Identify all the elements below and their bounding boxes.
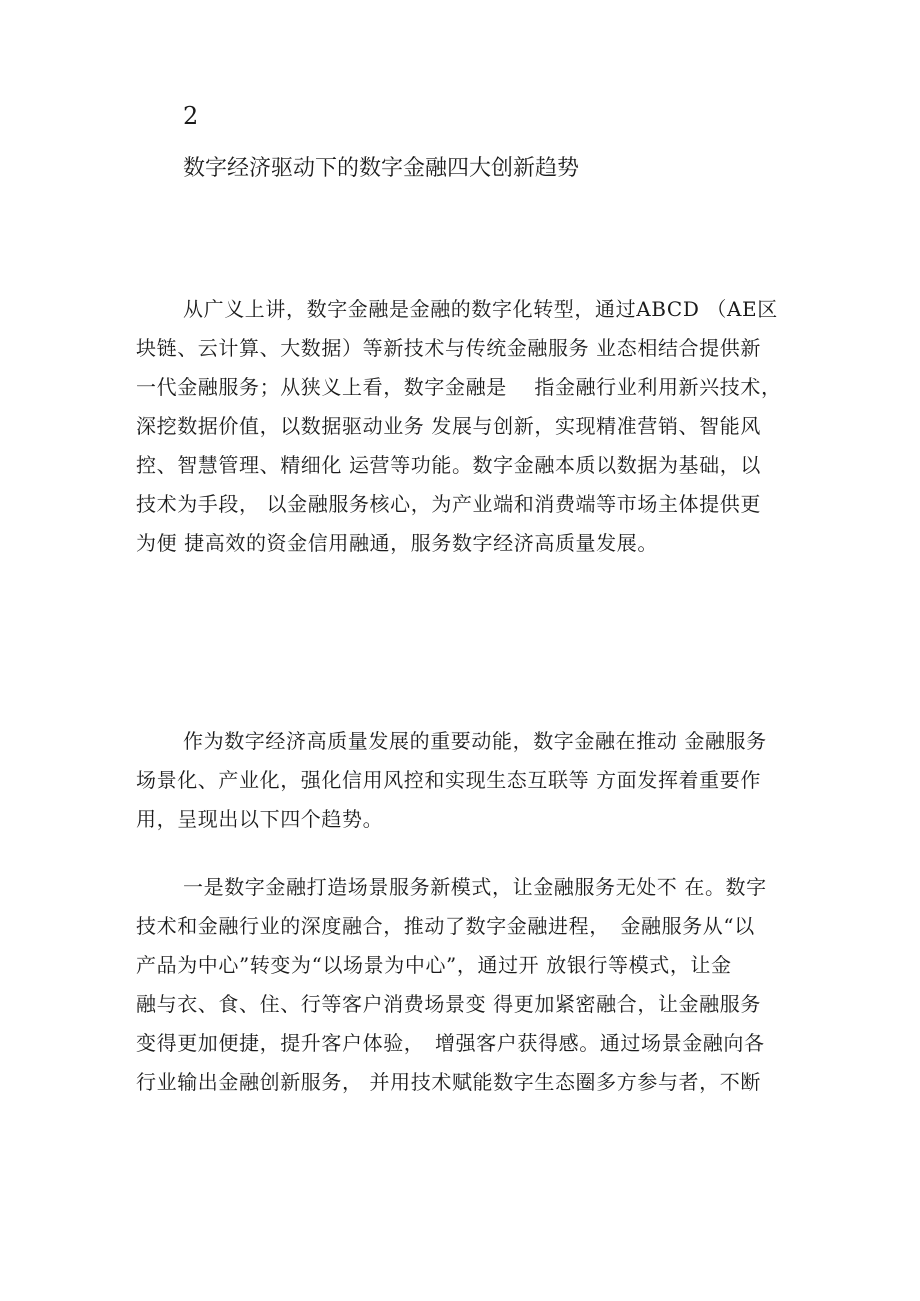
paragraph-line: 作为数字经济高质量发展的重要动能，数字金融在推动 金融服务: [183, 729, 767, 753]
paragraph-line: 控、智慧管理、精细化 运营等功能。数字金融本质以数据为基础，以: [136, 453, 761, 477]
paragraph-line: 为便 捷高效的资金信用融通，服务数字经济高质量发展。: [136, 531, 658, 555]
paragraph-trend-one: [136, 868, 796, 1102]
paragraph-line: 变得更加便捷，提升客户体验， 增强客户获得感。通过场景金融向各: [136, 1031, 765, 1055]
paragraph-line: 技术为手段， 以金融服务核心，为产业端和消费端等市场主体提供更: [136, 492, 761, 516]
paragraph-line: 一代金融服务；从狭义上看，数字金融是 指金融行业利用新兴技术，: [136, 375, 782, 399]
paragraph-definition: [136, 290, 796, 563]
paragraph-line: 产品为中心”转变为“以场景为中心”，通过开 放银行等模式，让金: [136, 953, 732, 977]
paragraph-line: 从广义上讲，数字金融是金融的数字化转型，通过ABCD （AE区: [183, 297, 778, 321]
paragraph-line: 场景化、产业化，强化信用风控和实现生态互联等 方面发挥着重要作: [136, 768, 761, 792]
paragraph-line: 行业输出金融创新服务， 并用技术赋能数字生态圈多方参与者，不断: [136, 1070, 761, 1094]
paragraph-line: 一是数字金融打造场景服务新模式，让金融服务无处不 在。数字: [183, 875, 767, 899]
page-number: 2: [183, 102, 199, 130]
paragraph-trends-intro: [136, 722, 796, 839]
paragraph-line: 融与衣、食、住、行等客户消费场景变 得更加紧密融合，让金融服务: [136, 992, 761, 1016]
paragraph-line: 块链、云计算、大数据）等新技术与传统金融服务 业态相结合提供新: [136, 336, 761, 360]
paragraph-line: 用，呈现出以下四个趋势。: [136, 807, 384, 831]
paragraph-line: 技术和金融行业的深度融合，推动了数字金融进程， 金融服务从“以: [136, 914, 755, 938]
document-title: 数字经济驱动下的数字金融四大创新趋势: [183, 156, 580, 181]
paragraph-line: 深挖数据价值，以数据驱动业务 发展与创新，实现精准营销、智能风: [136, 414, 761, 438]
